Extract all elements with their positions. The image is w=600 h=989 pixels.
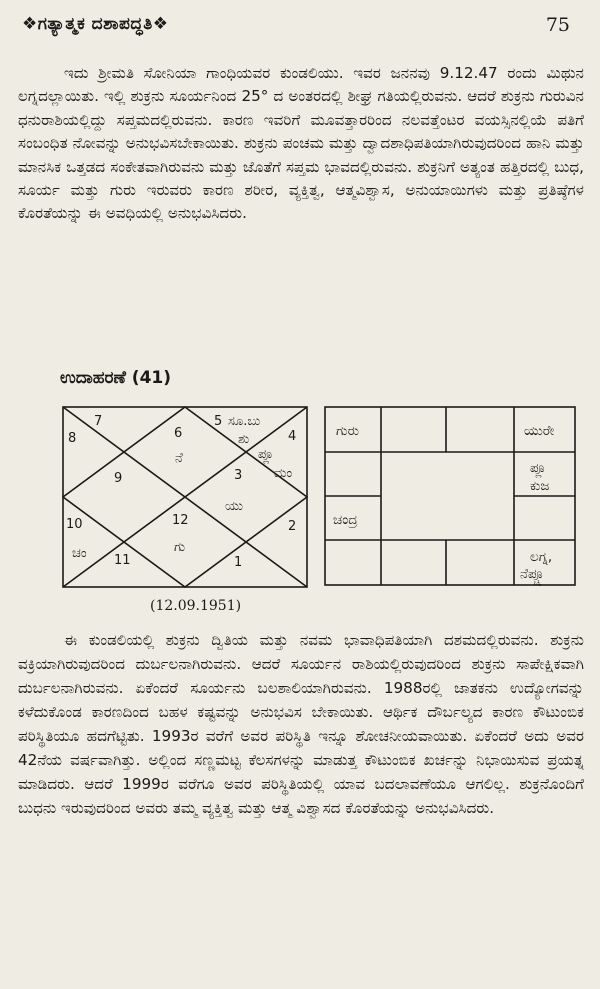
house-number: 10	[66, 517, 83, 532]
house-number: 1	[234, 555, 243, 570]
planet-label: ಯುರೇ	[524, 423, 555, 439]
planet-label: ಸೂ.ಬು	[228, 414, 261, 429]
planet-label: ಯು	[225, 499, 244, 514]
house-number: 5	[214, 414, 223, 429]
planet-label: ಗು	[174, 540, 186, 555]
house-number: 2	[288, 519, 297, 534]
north-horoscope-chart	[62, 406, 308, 588]
house-number: 9	[114, 471, 123, 486]
planet-label: ಪ್ಲೂ	[258, 447, 274, 462]
house-number: 11	[114, 553, 131, 568]
south-horoscope-chart	[324, 406, 576, 586]
planet-label: ಲಗ್ನ,	[530, 549, 553, 565]
planet-label: ಮಂ	[274, 466, 293, 481]
page-number: 75	[545, 14, 570, 36]
planet-label: ಗುರು	[336, 423, 360, 439]
planet-label: ಚಂ	[72, 546, 87, 561]
example-heading: ಉದಾಹರಣೆ (41)	[60, 368, 171, 388]
planet-label: ಶು	[238, 432, 250, 447]
house-number: 12	[172, 513, 189, 528]
house-number: 4	[288, 429, 297, 444]
paragraph-analysis: ಈ ಕುಂಡಲಿಯಲ್ಲಿ ಶುಕ್ರನು ದ್ವಿತಿಯ ಮತ್ತು ನವಮ ಭಾವಾಧಿಪತಿಯಾಗಿ ದಶಮದಲ್ಲಿರುವನು. ಶುಕ್ರನು ವಕ್ರಿಯಾಗಿರುವುದರಿಂದ ದುರ್ಬಲನಾಗಿರುವನು. ಆದರೆ ಸೂರ್ಯನ ರಾಶಿಯಲ್ಲಿರುವುದರಿಂದ ಶುಕ್ರನು ಸಾಪೇಕ್ಷಿಕವಾಗಿ ದುರ್ಬಲನಾಗಿರುವನು. ಏಕೆಂದರೆ ಸೂರ್ಯನು ಬಲಶಾಲಿಯಾಗಿರುವನು. 1988ರಲ್ಲಿ ಜಾತಕನು ಉದ್ಯೋಗವನ್ನು ಕಳೆದುಕೊಂಡ ಕಾರಣದಿಂದ ಬಹಳ ಕಷ್ಟವನ್ನು ಅನುಭವಿಸ ಬೇಕಾಯಿತು. ಆರ್ಥಿಕ ದೌರ್ಬಲ್ಯದ ಕಾರಣ ಕೌಟುಂಬಿಕ ಪರಿಸ್ಥಿತಿಯೂ ಹದಗೆಟ್ಟಿತು. 1993ರ ವರೆಗೆ ಅವರ ಪರಿಸ್ಥಿತಿ ಇನ್ನೂ ಶೋಚನೀಯವಾಯಿತು. ಏಕೆಂದರೆ ಅದು ಅವರ 42ನೆಯ ವರ್ಷವಾಗಿತ್ತು. ಅಲ್ಲಿಂದ ಸಣ್ಣಮಟ್ಟ ಕೆಲಸಗಳನ್ನು ಮಾಡುತ್ತ ಕೌಟುಂಬಿಕ ಖರ್ಚನ್ನು ನಿಭಾಯಿಸುವ ಪ್ರಯತ್ನ ಮಾಡಿದರು. ಆದರೆ 1999ರ ವರೆಗೂ ಅವರ ಪರಿಸ್ಥಿತಿಯಲ್ಲಿ ಯಾವ ಬದಲಾವಣೆಯೂ ಆಗಲಿಲ್ಲ. ಶುಕ್ರನೊಂದಿಗೆ ಬುಧನು ಇರುವುದರಿಂದ ಅವರು ತಮ್ಮ ವ್ಯಕ್ತಿತ್ವ ಮತ್ತು ಆತ್ಮ ವಿಶ್ವಾಸದ ಕೊರತೆಯನ್ನು ಅನುಭವಿಸಿದರು.	[18, 631, 584, 817]
planet-label: ನೆ	[175, 451, 183, 466]
running-header: ❖ಗತ್ಯಾತ್ಮಕ ದಶಾಪದ್ಧತಿ❖	[22, 14, 169, 34]
paragraph-intro: ಇದು ಶ್ರೀಮತಿ ಸೋನಿಯಾ ಗಾಂಧಿಯವರ ಕುಂಡಲಿಯು. ಇವರ ಜನನವು 9.12.47 ರಂದು ಮಿಥುನ ಲಗ್ನದಲ್ಲಾಯಿತು. ಇಲ್ಲಿ ಶುಕ್ರನು ಸೂರ್ಯನಿಂದ 25° ದ ಅಂತರದಲ್ಲಿ ಶೀಘ್ರ ಗತಿಯಲ್ಲಿರುವನು. ಆದರೆ ಶುಕ್ರನು ಗುರುವಿನ ಧನುರಾಶಿಯಲ್ಲಿದ್ದು ಸಪ್ತಮದಲ್ಲಿರುವನು. ಕಾರಣ ಇವರಿಗೆ ಮೂವತ್ತಾರರಿಂದ ನಲವತ್ತೆಂಟರ ವಯಸ್ಸಿನಲ್ಲಿಯೆ ಪತಿಗೆ ಸಂಬಂಧಿತ ನೋವನ್ನು ಅನುಭವಿಸಬೇಕಾಯಿತು. ಶುಕ್ರನು ಪಂಚಮ ಮತ್ತು ದ್ವಾದಶಾಧಿಪತಿಯಾಗಿರುವುದರಿಂದ ಹಾನಿ ಮತ್ತು ಮಾನಸಿಕ ಒತ್ತಡದ ಸಂಕೇತವಾಗಿರುವನು ಮತ್ತು ಜೊತೆಗೆ ಸಪ್ತಮ ಭಾವದಲ್ಲಿರುವನು. ಶುಕ್ರನಿಗೆ ಅತ್ಯಂತ ಹತ್ತಿರದಲ್ಲಿ ಬುಧ, ಸೂರ್ಯ ಮತ್ತು ಗುರು ಇರುವರು ಕಾರಣ ಶರೀರ, ವ್ಯಕ್ತಿತ್ವ, ಆತ್ಮವಿಶ್ವಾಸ, ಅನುಯಾಯಿಗಳು ಮತ್ತು ಪ್ರತಿಷ್ಠೆಗಳ ಕೊರತೆಯನ್ನು ಈ ಅವಧಿಯಲ್ಲಿ ಅನುಭವಿಸಿದರು.	[18, 64, 584, 223]
house-number: 7	[94, 414, 103, 429]
house-number: 3	[234, 468, 243, 483]
planet-label: ಪ್ಲೂ	[530, 460, 547, 476]
planet-label: ಕುಜ	[530, 478, 550, 494]
house-number: 6	[174, 426, 183, 441]
house-number: 8	[68, 431, 77, 446]
planet-label: ಚಂದ್ರ	[333, 512, 358, 528]
chart-date: (12.09.1951)	[150, 598, 242, 614]
planet-label: ನೆಪ್ಚ್ಯೂ	[520, 566, 547, 582]
